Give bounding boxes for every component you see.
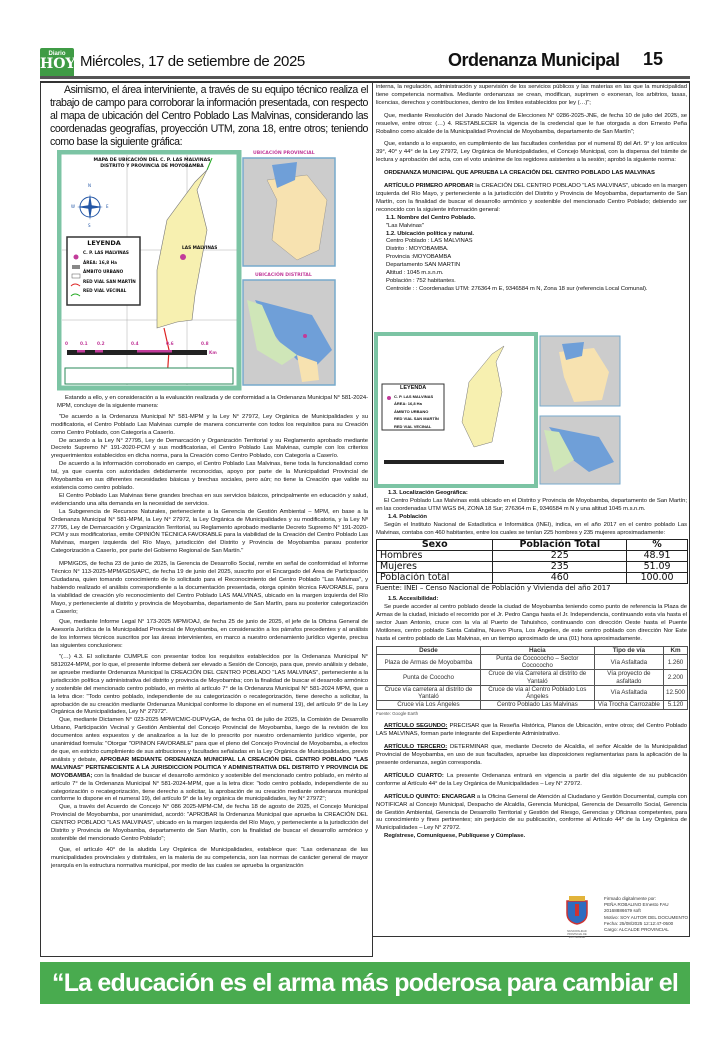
intro-paragraph: Asimismo, el área interviniente, a través de su equipo técnico realiza el trabajo de campo para corroborar la información presentada, con respecto al mapa de ubicación del Centro Poblado Las Malvinas, considerando las coordenadas geografías, proyección UTM, zona 18, entre otros; teniendo como base la siguiente gráfica: <box>50 84 368 148</box>
cell: Centro Poblado Las Malvinas <box>480 701 594 709</box>
inset-distrital-title: UBICACIÓN DISTRITAL <box>255 273 312 278</box>
article-2 <box>376 723 687 739</box>
table-header <box>377 646 688 654</box>
article-label: ARTÍCULO SEGUNDO: <box>384 723 448 730</box>
left-body-text <box>51 395 368 871</box>
newspaper-logo: Diario HOY <box>40 48 74 78</box>
article-1 <box>376 183 687 215</box>
legend-title: LEYENDA <box>87 239 121 247</box>
cell: Población total <box>377 573 493 584</box>
scale-tick: 0.4 <box>131 342 139 347</box>
legend-item: RED VIAL SAN MARTÍN <box>394 416 439 421</box>
scale-tick: 0.2 <box>97 342 105 347</box>
cell: Punta de Cocococho – Sector Cocococho <box>480 655 594 670</box>
table-source: Fuente: INEI – Censo Nacional de Población y Vivienda del año 2017 <box>376 584 611 593</box>
table-source: Fuente: Google Earth <box>376 710 419 716</box>
cell: 1.260 <box>664 655 688 670</box>
cell: 12.500 <box>664 685 688 700</box>
location-map <box>57 150 369 392</box>
table-row <box>377 670 688 685</box>
digital-signature <box>604 896 688 933</box>
article-5 <box>376 794 687 834</box>
signature-line: Cargo: ALCALDE PROVINCIAL <box>604 927 669 933</box>
page-number: 15 <box>643 49 664 69</box>
article-text: la CREACIÓN DEL CENTRO POBLADO "LAS MALVINAS", ubicado en la margen izquierda del Río Mayo, y perteneciente a la jurisdicción del Distrito y Provincia de Moyobamba, departamento de San Martín, con la finalidad de buscar el desarrollo armónico y sostenible del mencionado Centro Poblado; debiendo ser reconocido con la siguiente información general: <box>376 183 688 213</box>
legend-item: ÁREA: 16,8 Ha <box>394 401 422 406</box>
paragraph: Se puede acceder al centro poblado desde la ciudad de Moyobamba teniendo como punto de referencia la Plaza de Armas de la ciudad, iniciado el recorrido por el Jr. Pedro Canga hasta el Jr. Independencia, continuando esta vía hasta el sector Juan Antonio, cruce con la vía al Puerto de Tahuishco, continuando con dirección Oeste hasta el Puente Motilones, centro poblado Santa Catalina, Nuevo Piura, Los Ángeles, de este centro poblado con dirección Nor Este hasta el centro poblado de Las Malvinas, en un tiempo aproximado de una (01) hora aproximadamente. <box>376 604 687 642</box>
map-subtitle: DISTRITO Y PROVINCIA DE MOYOBAMBA <box>100 164 204 169</box>
article-3 <box>376 744 687 768</box>
info-line: Centro Poblado : LAS MALVINAS <box>386 238 473 245</box>
legend-item: ÁREA: 16,8 Ha <box>83 259 117 265</box>
paragraph: El Centro Poblado Las Malvinas está ubicado en el Distrito y Provincia de Moyobamba, departamento de San Martín; en las coordenadas UTM WGS 84, ZONA 18 Sur; 276364 m E, 9346584 m N y una altitud 1045 m.s.n.m. <box>376 497 687 512</box>
bullet-item: De acuerdo a la información corroborado en campo, el Centro Poblado Las Malvinas, tiene toda la funcionalidad como tal, ya que cuenta con autoridades debidamente reconocidas, apoyo por parte de la Municipalidad Provincial de Moyobamba en sus diferentes necesidades básicas y brechas sociales, pero aún; no tiene la Creación que valide su existencia como centro poblado. <box>51 461 368 491</box>
right-body-text-2 <box>376 490 687 841</box>
point-label: LAS MALVINAS <box>182 246 218 251</box>
article-text: PRECISAR que la Reseña Histórica, Planos de Ubicación, entre otros; del Centro Poblado LAS MALVINAS, forman parte integrante del Expediente Administrativo. <box>376 723 687 738</box>
paragraph: Que, mediante Resolución del Jurado Nacional de Elecciones N° 0286-2025-JNE, de fecha 10 de julio del 2025, se resuelve, entre otros: (…) 4. RESTABLECER la vigencia de la credencial que le fue otorgada a don Ernesto Peña Robalino como alcalde de la Municipalidad Provincial de Moyobamba, departamento de San Martín"; <box>376 112 687 135</box>
cell: 48.91 <box>627 551 688 562</box>
scale-tick: 0.6 <box>166 342 174 347</box>
cell: Vía Asfaltada <box>594 685 663 700</box>
paragraph: MPM/GDS, de fecha 23 de junio de 2025, la Gerencia de Desarrollo Social, remite en señal de conformidad el Informe Técnico N° 113-2025-MPM/GDS/APC, de fecha 19 de junio del 2025, suscrito por el Encargado del Área de Participación Ciudadana, quien tomando conocimiento de lo solicitado para el Reconocimiento del Centro Poblado "Las Malvinas", y habiendo realizado el análisis correspondiente a la documentación presentada, otorga opinión técnica FAVORABLE, para la viabilidad de creación y/o reconocimiento del Centro Poblado LAS MALVINAS, ubicado en la margen izquierda del Río Mayo, y perteneciente al distrito y provincia de Moyobamba, departamento de San Martín, para su posterior categorización a Caserío; <box>51 561 368 615</box>
location-map-small <box>374 332 650 488</box>
subheading: 1.1. Nombre del Centro Poblado. <box>386 214 476 221</box>
paragraph: "(…) 4.3. El solicitante CUMPLE con presentar todos los requisitos establecidos por la Ordenanza Municipal N° 5812024-MPM, por lo que, el presente informe deberá ser elevado a Sesión de Concejo, para que, previo análisis y debate, se apruebe mediante Ordenanza Municipal la CREACIÓN DEL CENTRO POBLADO "LAS MALVINAS", perteneciente a la jurisdicción política y administrativa del distrito y provincia de Moyobamba; con la finalidad de buscar el desarrollo armónico y sostenible del mencionado centro poblado, en mérito al artículo 7° de la Ordenanza Municipal N° 581-2024 MPM, que a la letra dice: "Todo centro poblado, independiente de su categorización o recategorización, tiene derecho a solicitar, la aprobación de su creación mediante Ordenanza Municipal conforme lo dispone en el numeral 19), del artículo 9° de la Ley Orgánica de Municipalidades, Ley N° 27972". <box>51 654 368 716</box>
cell: Hombres <box>377 551 493 562</box>
compass-e: E <box>106 204 109 209</box>
table-header <box>377 540 688 551</box>
quote-banner: “La educación es el arma más poderosa para cambiar el mundo” <box>40 962 690 1004</box>
paragraph <box>51 717 368 804</box>
signature-line: Fecha: 25/08/2025 12:12:47-0500 <box>604 920 674 926</box>
signature-line: PEÑA ROBALINO Ernesto FAU <box>604 902 669 908</box>
cell: Vía Trocha Carrozable <box>594 701 663 709</box>
closing-line: Regístrese, Comuníquese, Publíquese y Cúmplase. <box>384 833 526 840</box>
population-table <box>376 539 688 584</box>
article-label: ARTÍCULO PRIMERO APROBAR <box>384 183 474 190</box>
cell: Cruce de vía al Centro Poblado Los Ángeles <box>480 685 594 700</box>
subheading: 1.3. Localización Geográfica: <box>388 490 468 496</box>
cell: Cruce vía carretera al distrito de Yantaló <box>377 685 481 700</box>
paragraph: interna, la regulación, administración y supervisión de los servicios públicos y las materias en las que la municipalidad tiene competencia normativa. Mediante ordenanzas se crean, modifican, suprimen o exoneran, los arbitrios, tasas, licencias, derechos y contribuciones, dentro de los límites establecidos por ley (…)"; <box>376 84 687 106</box>
malvinas-point <box>180 254 186 260</box>
compass-s: S <box>88 223 91 228</box>
legend-item: C. P. LAS MALVINAS <box>83 250 129 255</box>
table-row <box>377 573 688 584</box>
legend-title: LEYENDA <box>400 385 427 391</box>
paragraph: Que, mediante Informe Legal N° 173-2025 MPM/OAJ, de fecha 25 de junio de 2025, el jefe de la Oficina General de Asesoría Jurídica de la Municipalidad Provincial de Moyobamba, en consideración a los párrafos precedentes y al análisis de los informes técnicos suscritos por las áreas intervinientes, en marco a nuestro ordenamiento jurídico vigente, precisa las siguientes conclusiones: <box>51 619 368 650</box>
subheading: 1.2. Ubicación política y natural. <box>386 230 474 237</box>
cell: Cruce vía Los Ángeles <box>377 701 481 709</box>
ordinance-heading: ORDENANZA MUNICIPAL QUE APRUEBA LA CREACIÓN DEL CENTRO POBLADO LAS MALVINAS <box>384 170 655 177</box>
legend-item: ÁMBITO URBANO <box>83 269 124 275</box>
info-line: Departamento SAN MARTIN <box>386 262 461 269</box>
bullet-item: "De acuerdo a la Ordenanza Municipal N° 581-MPM y la Ley N° 27972, Ley Orgánica de Municipalidades y su modificatoria, el Centro Poblado Las Malvinas cumple de manera concurrente con todos los requisitos para su Creación como Centro Poblado, con Categoría a Caserío. <box>51 413 368 436</box>
scale-tick: 0.1 <box>80 342 88 347</box>
cell: 225 <box>493 551 627 562</box>
cell: Vía Asfaltada <box>594 655 663 670</box>
paragraph: Que, a través del Acuerdo de Concejo N° 086 2025-MPM-CM, de fecha 18 de agosto de 2025, el Concejo Municipal Provincial de Moyobamba, por unanimidad, acordó: "APROBAR la Ordenanza Municipal que aprueba la CREACIÓN DEL CENTRO POBLADO "LAS MALVINAS", ubicado en la margen izquierda del Río Mayo, y perteneciente a la jurisdicción del Distrito y Provincia de Moyobamba, departamento de San Martín, con la finalidad de buscar el desarrollo armónico y sostenible del mencionado Centro Poblado"; <box>51 804 368 842</box>
municipal-seal <box>560 895 594 939</box>
map-title: MAPA DE UBICACIÓN DEL C. P. LAS MALVINAS <box>93 158 211 163</box>
subheading: 1.4. Población <box>388 513 427 520</box>
article-label: ARTÍCULO TERCERO: <box>384 744 448 751</box>
header-cell: Población Total <box>493 540 627 551</box>
compass-n: N <box>88 183 91 188</box>
inset-provincial-title: UBICACIÓN PROVINCIAL <box>253 151 315 156</box>
scale-tick: 0.8 <box>201 342 209 347</box>
table-row <box>377 562 688 573</box>
header-cell: % <box>627 540 688 551</box>
bullet-item: La Subgerencia de Recursos Naturales, perteneciente a la Gerencia de Gestión Ambiental – MPM, en base a la Ordenanza Municipal N° 581-MPM, la Ley N° 27972, la Ley Orgánica de Municipalidades y su modificatoria, y la Ley Nº 27795, Ley de Demarcación y Organización Territorial, su Reglamento aprobado mediante Decreto Supremo N° 191-2020-PCM y sus modificatorias, emite OPINIÓN TÉCNICA FAVORABLE para la viabilidad de la Creación del Centro Poblado Las Malvinas, margen izquierda del Río Mayo, jurisdicción del Distrito y Provincia de Moyobamba parasu posterior Categorización a Caserío, por parte del Gobierno Regional de San Martín." <box>51 508 368 555</box>
legend-item: RED VIAL SAN MARTÍN <box>83 278 136 284</box>
scale-unit: Km <box>209 351 217 356</box>
paragraph: Estando a ello, y en consideración a la evaluación realizada y de conformidad a la Ordenanza Municipal N° 581-2024-MPM, concluye de la siguiente manera: <box>57 395 368 409</box>
table-row <box>377 701 688 709</box>
paragraph: Que, estando a lo expuesto, en cumplimiento de las facultades conferidas por el numeral 8) del Art. 9° y los artículos 39°, 40° y 44° de la Ley 27972, Ley Orgánica de Municipalidades, el Concejo Municipal, con la dispensa del trámite de lectura y aprobación del acta, con el voto unánime de los regidores asistentes a la sesión; aprobó la siguiente norma: <box>376 141 687 164</box>
table-row <box>377 551 688 562</box>
cell: Mujeres <box>377 562 493 573</box>
cell: 51.09 <box>627 562 688 573</box>
right-body-text <box>376 84 687 294</box>
legend-item: RED VIAL VECINAL <box>83 288 127 294</box>
header-cell: Sexo <box>377 540 493 551</box>
signature-line: Motivo: SOY AUTOR DEL DOCUMENTO <box>604 914 689 920</box>
legend-item: C. P. LAS MALVINAS <box>394 393 434 399</box>
table-row <box>377 655 688 670</box>
paragraph: Que, el artículo 40° de la aludida Ley Orgánica de Municipalidades, establece que: "Las ordenanzas de las municipalidades provinciales y distritales, en la materia de su competencia, son las normas de carácter general de mayor jerarquía en la estructura normativa municipal, por medio de las cuales se aprueba la organización <box>51 846 368 869</box>
text-run: con la finalidad de buscar el desarrollo armónico y sostenible del mencionado centro poblado, en mérito al artículo 7° de la Ordenanza Municipal N° 581-2024-MPM, que a la letra dice: "todo centro poblado, independiente de su categorización o recategorización, tiene derecho a solicitar, la aprobación de su creación mediante ordenanza municipal conforme lo dispone en el numeral 19), del artículo 9° de la ley orgánica de municipalidades, ley N° 27972"; <box>51 772 368 803</box>
header-cell: Desde <box>377 646 481 654</box>
text-run: Que, mediante Dictamen N° 023-2025 MPM/CM/C-DUPVyGA, de fecha 01 de julio de 2025, la Comisión de Desarrollo Urbano, Participación Vecinal y Gestión Ambiental del Concejo Provincial de Moyobamba, luego de la revisión de los documentos antes expuestos y de analizarlos a la luz de lo prescrito por nuestro ordenamiento jurídico vigente, por unanimidad formula: "Otorgar "OPINION FAVORABLE" para que el pleno del Concejo Provincial de Moyobamba, a efectos de que, en estricto cumplimiento de sus atribuciones y facultades señaladas en la Ley Orgánica de Municipalidades, previo análisis y debate, <box>51 717 368 763</box>
cell: 235 <box>493 562 627 573</box>
article-text: DETERMINAR que, mediante Decreto de Alcaldía, el señor Alcalde de la Municipalidad Provincial de Moyobamba, en uso de sus facultades, apruebe las disposiciones reglamentarias para la aplicación de la presente ordenanza, según corresponda. <box>376 744 688 767</box>
article-label: ARTÍCULO QUINTO: ENCARGAR <box>384 793 476 800</box>
header-cell: Hacia <box>480 646 594 654</box>
header-rule <box>40 76 690 79</box>
subheading: 1.5. Accesibilidad: <box>388 596 439 603</box>
value: "Las Malvinas" <box>386 222 424 229</box>
coat-of-arms-icon <box>564 895 590 925</box>
header-cell: Km <box>664 646 688 654</box>
section-title: Ordenanza Municipal <box>448 50 620 70</box>
info-line: Altitud : 1045 m.s.n.m. <box>386 270 444 277</box>
cell: 5.120 <box>664 701 688 709</box>
article-4 <box>376 773 687 789</box>
signature-line: Firmado digitalmente por: <box>604 896 657 901</box>
paragraph: Según el Instituto Nacional de Estadística e Informática (INEI), indica, en el año 2017 en el centro poblado Las Malvinas, contaba con 460 habitantes, entre los cuales se tenían 225 hombres y 235 mujeres aproximadamente: <box>376 521 687 536</box>
info-line: Distrito : MOYOBAMBA. <box>386 246 449 253</box>
cell: Vía proyecto de asfaltado <box>594 670 663 685</box>
cell: 100.00 <box>627 573 688 584</box>
info-line: Población : 752 habitantes. <box>386 277 456 284</box>
article-text: a la Oficina General de Atención al Ciudadano y Gestión Documental, cumpla con NOTIFICAR al Concejo Municipal, Despacho de Alcaldía, Gerencia Municipal, Gerencia de Desarrollo Social, Gerencia de Gestión Ambiental, Gerencia de Desarrollo Territorial y Gestión del Riesgo, Gerencias y Oficinas competentes, para su conocimiento y fines pertinentes; sin perjuicio de su publicación, conforme al Artículo 44° de la Ley Orgánica de Municipalidades – Ley N° 27972. <box>376 793 687 832</box>
info-line: Provincia :MOYOBAMBA <box>386 254 452 261</box>
cell: Cruce de vía Carretera al distrito de Yantaló <box>480 670 594 685</box>
cell: Punta de Cococho <box>377 670 481 685</box>
access-table <box>376 646 688 710</box>
issue-date: Miércoles, 17 de setiembre de 2025 <box>80 53 305 70</box>
cell: 2.200 <box>664 670 688 685</box>
cell: Plaza de Armas de Moyobamba <box>377 655 481 670</box>
article-label: ARTÍCULO CUARTO: <box>384 772 444 779</box>
bullet-item: De acuerdo a la Ley N° 27795, Ley de Demarcación y Organización Territorial y su Reglamento aprobado mediante Decreto Supremo N° 191-2020-PCM y sus modificatorias, el Centro Poblado Las Malvinas, cumple con los criterios yrequerimientos establecidos en dicha norma, para la Creación como Centro Poblado, con Categoría a Caserío. <box>51 437 368 460</box>
legend-item: ÁMBITO URBANO <box>394 408 429 414</box>
article-text: La presente Ordenanza entrará en vigencia a partir del día siguiente de su publicación conforme al Artículo 44° de la Ley Orgánica de Municipalidades – Ley N° 27972. <box>376 772 687 787</box>
seal-caption: MUNICIPALIDAD PROVINCIAL DE MOYOBAMBA <box>567 930 587 939</box>
bullet-item: El Centro Poblado Las Malvinas tiene grandes brechas en sus servicios básicos, principalmente en educación y salud, evidenciando una alta demanda en la necesidad de servicios. <box>51 492 368 507</box>
table-row <box>377 685 688 700</box>
legend-item: RED VIAL VECINAL <box>394 423 432 429</box>
bold-text: APROBAR MEDIANTE ORDENANZA MUNICIPAL LA CREACIÓN DEL CENTRO POBLADO "LAS MALVINAS" PERTENECIENTE A LA JURISDICCION POLITICA Y ADMINISTRATIVA DEL DISTRITO Y PROVINCIA DE MOYOBAMBA; <box>51 756 368 779</box>
info-line: Centroide : : Coordenadas UTM: 276364 m E, 9346584 m N, Zona 18 sur (referencia Local Comunal). <box>386 285 648 292</box>
header-cell: Tipo de vía <box>594 646 663 654</box>
cell: 460 <box>493 573 627 584</box>
compass-w: W <box>71 204 75 209</box>
signature-line: 20168886679 soft <box>604 908 641 914</box>
scale-tick: 0 <box>65 342 68 347</box>
